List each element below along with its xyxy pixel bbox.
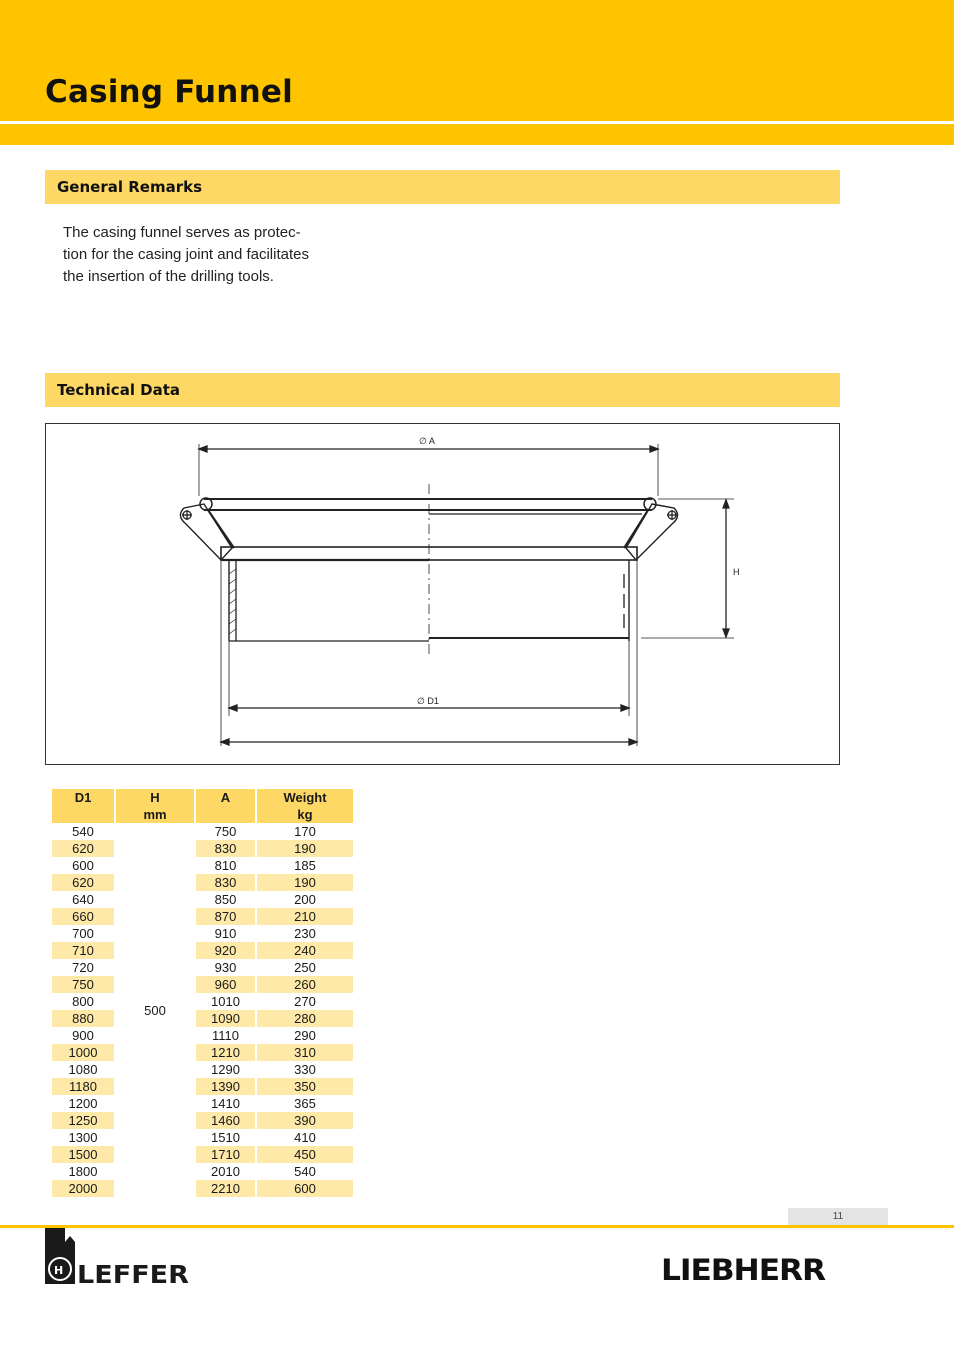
table-cell: 540 [72,824,94,839]
liebherr-logo [661,1255,843,1285]
table-cell: 230 [294,926,316,941]
technical-data-table [50,789,355,1197]
general-remarks-heading: General Remarks [57,178,202,196]
table-cell: 750 [52,976,114,993]
table-cell: 720 [72,960,94,975]
technical-data-heading: Technical Data [57,381,181,399]
general-remarks-text [63,222,353,288]
general-remarks-heading-bar [45,170,840,204]
table-cell: 330 [294,1062,316,1077]
table-row [52,1180,353,1197]
table-row [52,1146,353,1163]
label-a: ∅ A [419,436,435,446]
col-header-d1: D1 [52,789,114,806]
col-header-a: A [196,789,255,806]
technical-data-heading-bar [45,373,840,407]
table-cell: 1290 [211,1062,240,1077]
remarks-line: the insertion of the drilling tools. [63,268,274,285]
h-value-cell: 500 [144,1002,166,1018]
table-cell: 270 [294,994,316,1009]
table-cell: 540 [294,1164,316,1179]
table-row [52,1044,353,1061]
table-cell: 660 [52,908,114,925]
unit-kg: kg [257,806,353,823]
table-row [52,1112,353,1129]
table-row [52,908,353,925]
table-cell: 910 [214,926,237,941]
table-cell: 620 [52,840,114,857]
table-cell: 1110 [212,1028,239,1043]
remarks-line: tion for the casing joint and facilitates [63,246,309,263]
table-row [52,959,353,976]
table-cell: 830 [196,840,255,857]
table-cell: 170 [294,824,316,839]
label-d1: ∅ D1 [417,696,439,706]
col-header-weight: Weight [257,789,353,806]
remarks-line: The casing funnel serves as protec- [63,224,301,241]
table-cell: 700 [72,926,94,941]
casing-funnel-drawing [46,424,841,766]
table-cell: 185 [294,858,316,873]
table-cell: 850 [214,892,237,907]
table-cell: 1250 [52,1112,114,1129]
technical-drawing [45,423,840,765]
table-cell: 410 [294,1130,316,1145]
table-cell: 2210 [196,1180,255,1197]
label-h: H [733,567,740,577]
table-row [52,891,353,908]
table-cell: 1500 [52,1146,114,1163]
table-cell: 240 [257,942,353,959]
col-header-h: H [116,789,194,806]
page-number: 11 [788,1208,888,1225]
table-cell: 620 [52,874,114,891]
table-cell: 200 [294,892,316,907]
table-row [52,942,353,959]
table-cell: 900 [72,1028,94,1043]
svg-text:H: H [54,1264,64,1277]
table-cell: 260 [257,976,353,993]
table-cell: 750 [214,824,237,839]
leffer-wordmark: LEFFER [77,1260,189,1286]
table-row [52,993,353,1010]
page-title: Casing Funnel [45,74,293,110]
table-cell: 830 [196,874,255,891]
table-cell: 210 [257,908,353,925]
table-cell: 710 [52,942,114,959]
table-units-row [52,806,353,823]
table-row [52,857,353,874]
table-cell: 960 [196,976,255,993]
table-cell: 190 [257,874,353,891]
table-cell: 1410 [211,1096,240,1111]
table-cell: 1710 [196,1146,255,1163]
table-cell: 2010 [211,1164,240,1179]
table-cell: 1510 [211,1130,240,1145]
leffer-logo [43,1226,193,1286]
table-cell: 1000 [52,1044,114,1061]
table-cell: 920 [196,942,255,959]
table-cell: 1210 [196,1044,255,1061]
table-cell: 1080 [68,1062,98,1077]
table-cell: 1090 [196,1010,255,1027]
table-row [52,1095,353,1112]
table-cell: 280 [257,1010,353,1027]
table-row [52,925,353,942]
table-cell: 640 [72,892,94,907]
table-cell: 350 [257,1078,353,1095]
table-header-row [52,789,353,806]
table-row [52,823,353,840]
table-cell: 2000 [52,1180,114,1197]
table-cell: 870 [196,908,255,925]
table-row [52,1061,353,1078]
table-cell: 600 [72,858,94,873]
table-cell: 1800 [68,1164,98,1179]
table-cell: 1460 [196,1112,255,1129]
table-row [52,976,353,993]
table-cell: 930 [214,960,237,975]
unit-mm: mm [116,806,194,823]
table-row [52,1163,353,1180]
table-cell: 310 [257,1044,353,1061]
table-cell: 1180 [52,1078,114,1095]
table-row [52,874,353,891]
header-band-lower [0,124,954,145]
table-cell: 880 [52,1010,114,1027]
table-row [52,1078,353,1095]
liebherr-wordmark: LIEBHERR [661,1253,826,1287]
table-cell: 450 [257,1146,353,1163]
table-cell: 600 [257,1180,353,1197]
table-cell: 190 [257,840,353,857]
table-cell: 365 [294,1096,316,1111]
table-cell: 290 [294,1028,316,1043]
table-cell: 1390 [196,1078,255,1095]
table-cell: 800 [72,994,94,1009]
table-cell: 1200 [68,1096,98,1111]
table-cell: 810 [214,858,237,873]
table-cell: 1010 [211,994,240,1009]
table-row [52,1027,353,1044]
table-row [52,840,353,857]
table-row [52,1010,353,1027]
table-cell: 250 [294,960,316,975]
table-cell: 1300 [68,1130,98,1145]
table-cell: 390 [257,1112,353,1129]
table-row [52,1129,353,1146]
